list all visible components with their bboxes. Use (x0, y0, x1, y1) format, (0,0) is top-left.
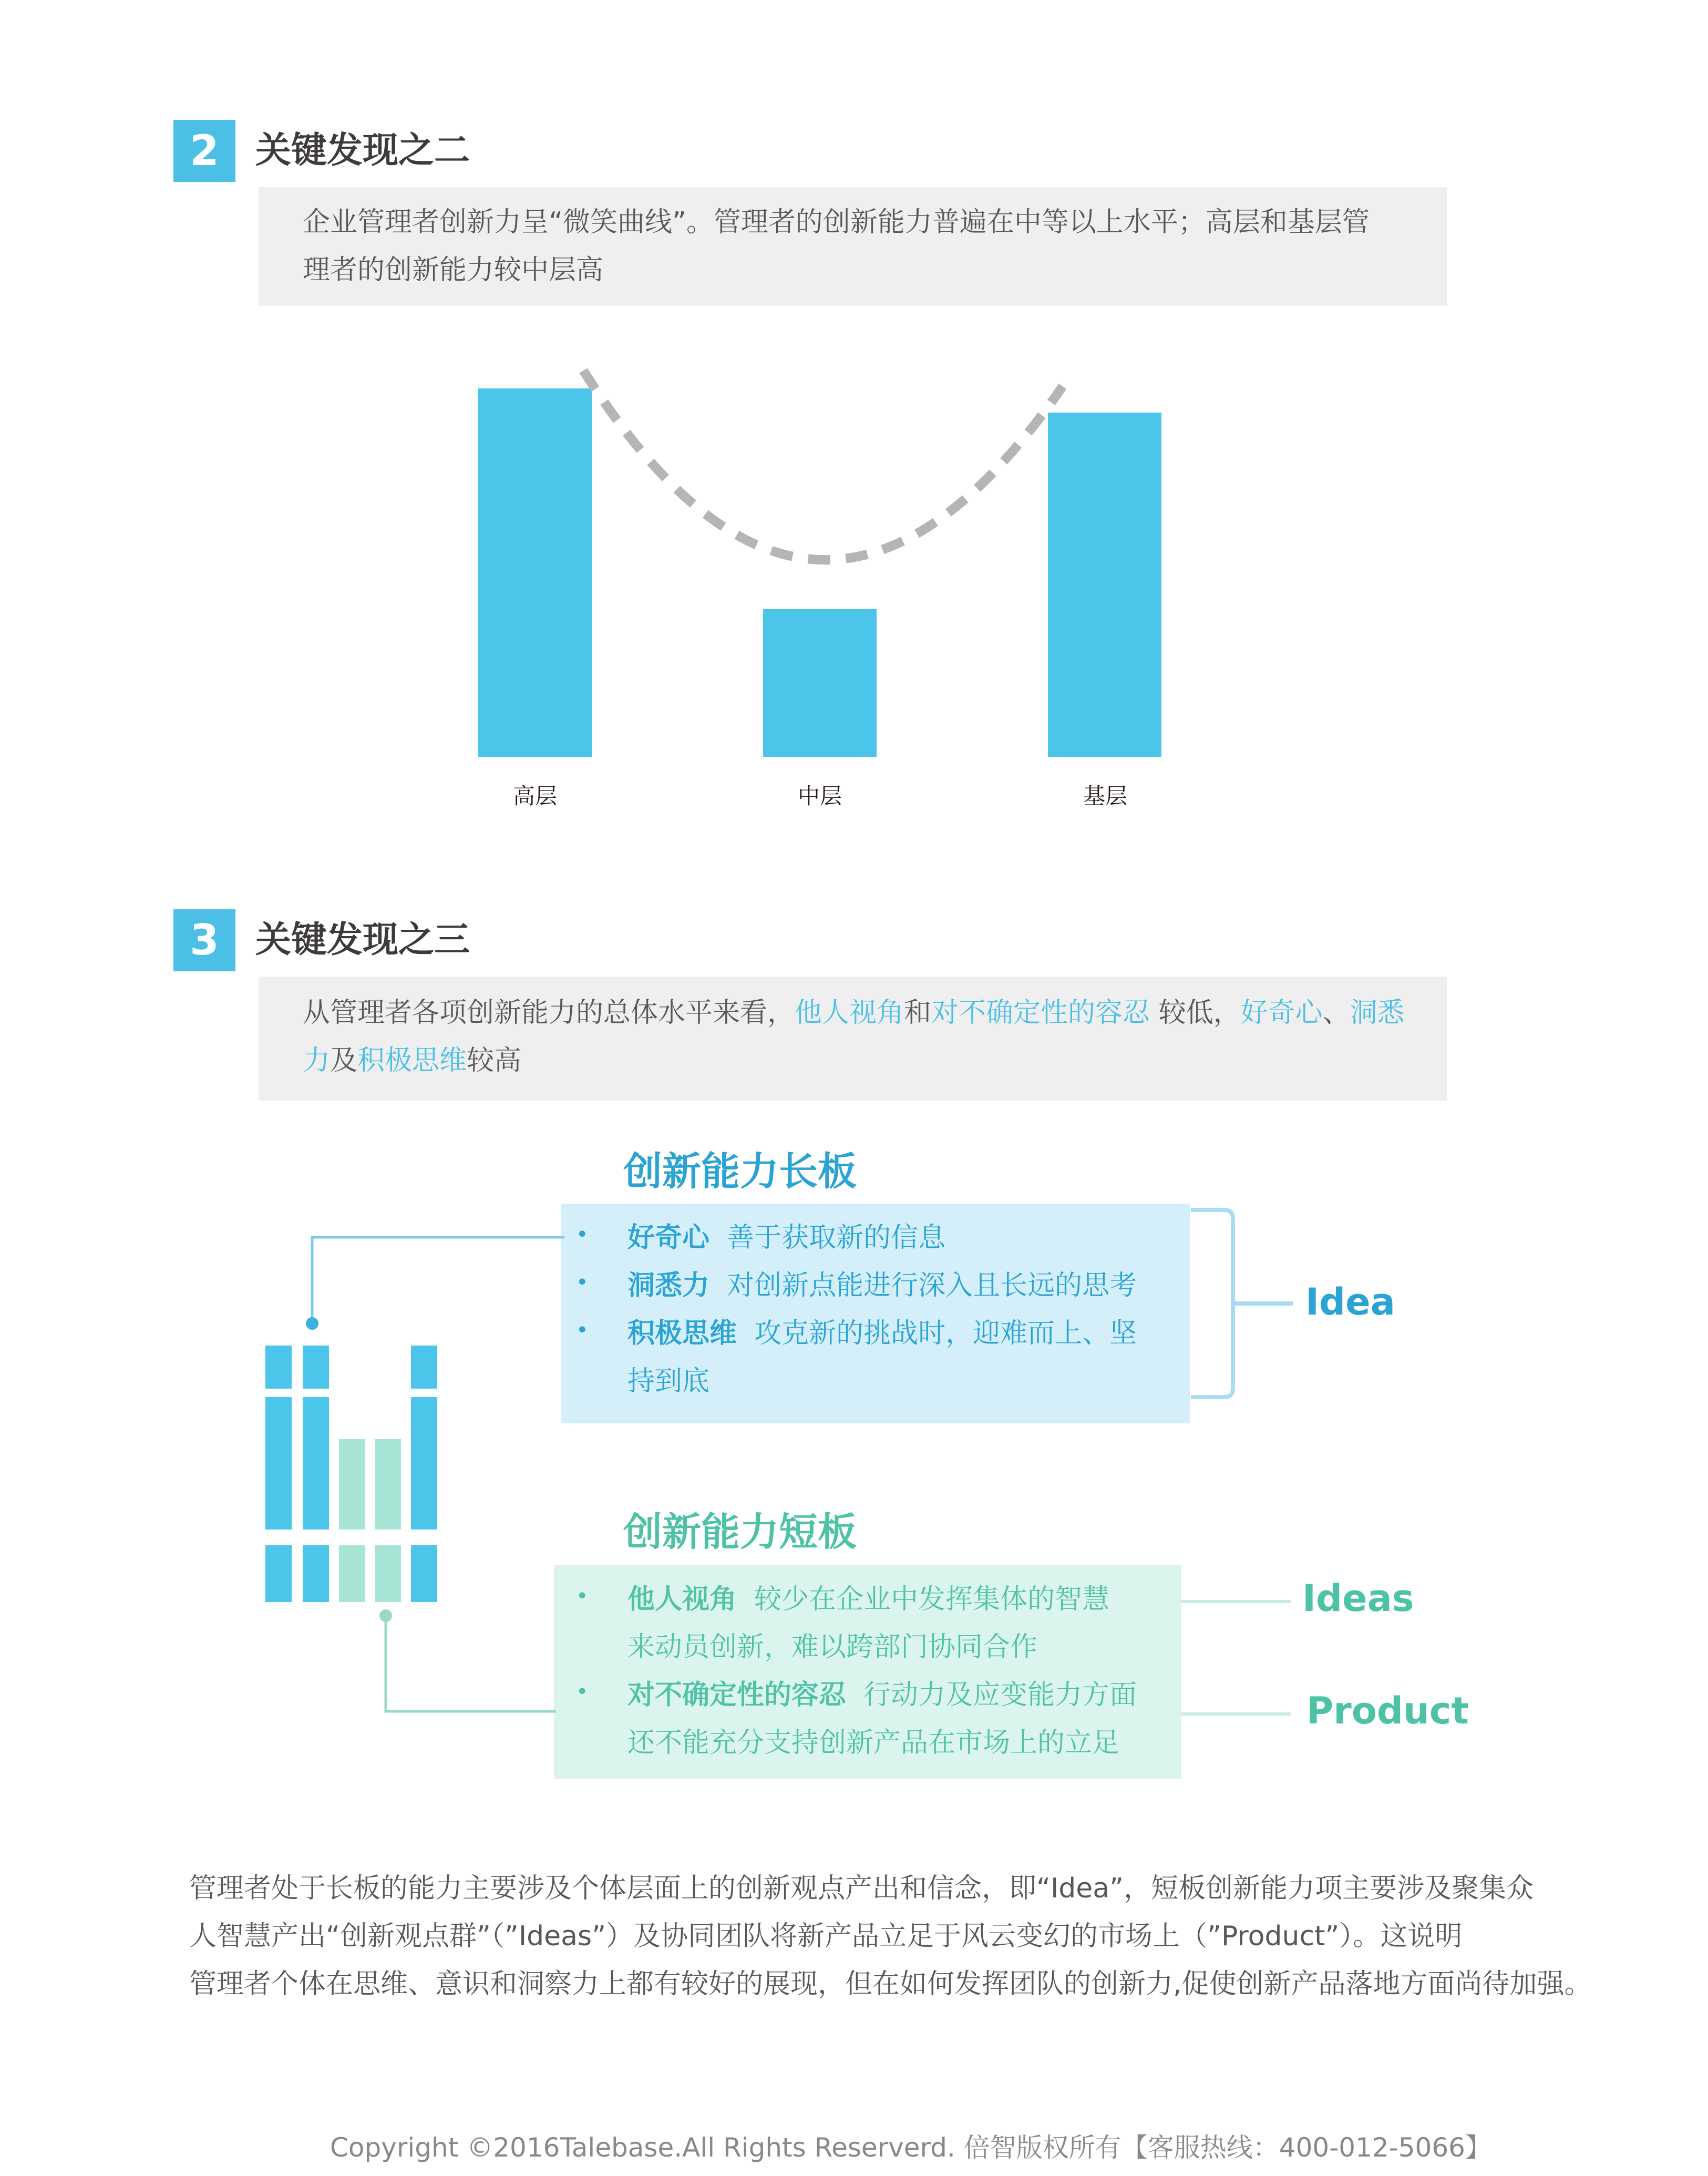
connector-line-long (294, 1230, 568, 1335)
desc-text: 和 (904, 997, 932, 1029)
smile-curve-chart (0, 0, 1708, 841)
long-board-item-positive-thinking (627, 1310, 1137, 1358)
short-board-item-other-perspective-cont: 来动员创新，难以跨部门协同合作 (627, 1631, 1038, 1663)
section-3-desc-line2 (303, 1037, 521, 1085)
item-key: 洞悉力 (627, 1270, 710, 1301)
section-3-title: 关键发现之三 (255, 919, 470, 961)
desc-highlight-uncertainty-tolerance: 对不确定性的容忍 (931, 997, 1150, 1029)
block (303, 1545, 329, 1602)
desc-highlight-insight: 洞悉 (1350, 997, 1405, 1029)
tag-ideas: Ideas (1302, 1577, 1414, 1620)
bar-label-high: 高层 (512, 783, 557, 809)
desc-text: 、 (1322, 997, 1350, 1029)
section-3-summary-box (259, 977, 1447, 1101)
desc-highlight-insight-end: 力 (303, 1045, 331, 1076)
block (303, 1397, 329, 1530)
tag-idea: Idea (1305, 1280, 1395, 1323)
item-text: 攻克新的挑战时，迎难而上、坚 (754, 1318, 1137, 1349)
desc-highlight-other-perspective: 他人视角 (795, 997, 904, 1029)
long-board-title: 创新能力长板 (623, 1149, 857, 1194)
section-2-title: 关键发现之二 (255, 130, 470, 171)
section-3-number: 3 (173, 909, 235, 971)
long-board-item-continuation: 持到底 (627, 1366, 710, 1397)
block (339, 1545, 365, 1602)
long-board-item-curiosity (627, 1214, 945, 1262)
long-board-item-insight (627, 1262, 1137, 1310)
desc-highlight-positive-thinking: 积极思维 (357, 1045, 467, 1076)
desc-text: 较高 (467, 1045, 522, 1076)
desc-text: 及 (330, 1045, 358, 1076)
product-connector-line (1181, 1712, 1291, 1716)
section-2-desc-line1: 企业管理者创新力呈“微笑曲线”。管理者的创新能力普遍在中等以上水平；高层和基层管 (303, 207, 1370, 238)
item-text: 对创新点能进行深入且长远的思考 (727, 1270, 1137, 1301)
short-board-item-uncertainty (627, 1671, 1137, 1719)
summary-line-3: 管理者个体在思维、意识和洞察力上都有较好的展现，但在如何发挥团队的创新力,促使创新产品落地方面尚待加强。 (189, 1968, 1592, 2000)
summary-line-2: 人智慧产出“创新观点群”（”Ideas”）及协同团队将新产品立足于风云变幻的市场上（”Product”）。这说明 (189, 1921, 1463, 1952)
bullet-icon: • (576, 1680, 589, 1704)
ideas-connector-line (1181, 1600, 1291, 1603)
bullet-icon: • (576, 1318, 589, 1342)
bullet-icon: • (576, 1584, 589, 1608)
block-chart-icon (0, 0, 1, 1)
bar-label-middle: 中层 (797, 783, 842, 809)
block (375, 1545, 401, 1602)
bracket-icon (1188, 1204, 1293, 1403)
block (411, 1545, 437, 1602)
block (375, 1439, 401, 1530)
short-board-item-other-perspective (627, 1576, 1109, 1624)
short-board-panel (554, 1565, 1181, 1779)
desc-text: 较低， (1150, 997, 1241, 1029)
section-2-number: 2 (173, 120, 235, 182)
block (411, 1346, 437, 1389)
item-text: 善于获取新的信息 (727, 1222, 946, 1254)
section-2-desc-line2: 理者的创新能力较中层高 (303, 254, 604, 286)
block (265, 1397, 292, 1530)
connector-line-short (373, 1608, 562, 1719)
item-text: 较少在企业中发挥集体的智慧 (754, 1584, 1110, 1615)
bar-label-base: 基层 (1083, 783, 1127, 809)
short-board-item-uncertainty-cont: 还不能充分支持创新产品在市场上的立足 (627, 1727, 1120, 1759)
tag-product: Product (1306, 1689, 1469, 1732)
bullet-icon: • (576, 1223, 589, 1247)
section-3-desc-line1 (303, 989, 1405, 1037)
block (265, 1346, 292, 1389)
block (303, 1346, 329, 1389)
block (339, 1439, 365, 1530)
item-key: 积极思维 (627, 1318, 737, 1349)
desc-highlight-curiosity: 好奇心 (1240, 997, 1323, 1029)
item-text: 行动力及应变能力方面 (863, 1679, 1137, 1711)
block (411, 1397, 437, 1530)
smile-curve-icon (0, 0, 1708, 841)
bullet-icon: • (576, 1270, 589, 1295)
block (265, 1545, 292, 1602)
short-board-title: 创新能力短板 (623, 1510, 857, 1555)
desc-text: 从管理者各项创新能力的总体水平来看， (303, 997, 795, 1029)
long-board-panel (561, 1204, 1190, 1423)
copyright-footer: Copyright ©2016Talebase.All Rights Reserverd. 倍智版权所有【客服热线：400-012-5066】 (330, 2132, 1491, 2163)
item-key: 他人视角 (627, 1584, 737, 1615)
item-key: 对不确定性的容忍 (627, 1679, 847, 1711)
summary-line-1: 管理者处于长板的能力主要涉及个体层面上的创新观点产出和信念，即“Idea”，短板创新能力项主要涉及聚集众 (189, 1873, 1534, 1904)
item-key: 好奇心 (627, 1222, 710, 1254)
